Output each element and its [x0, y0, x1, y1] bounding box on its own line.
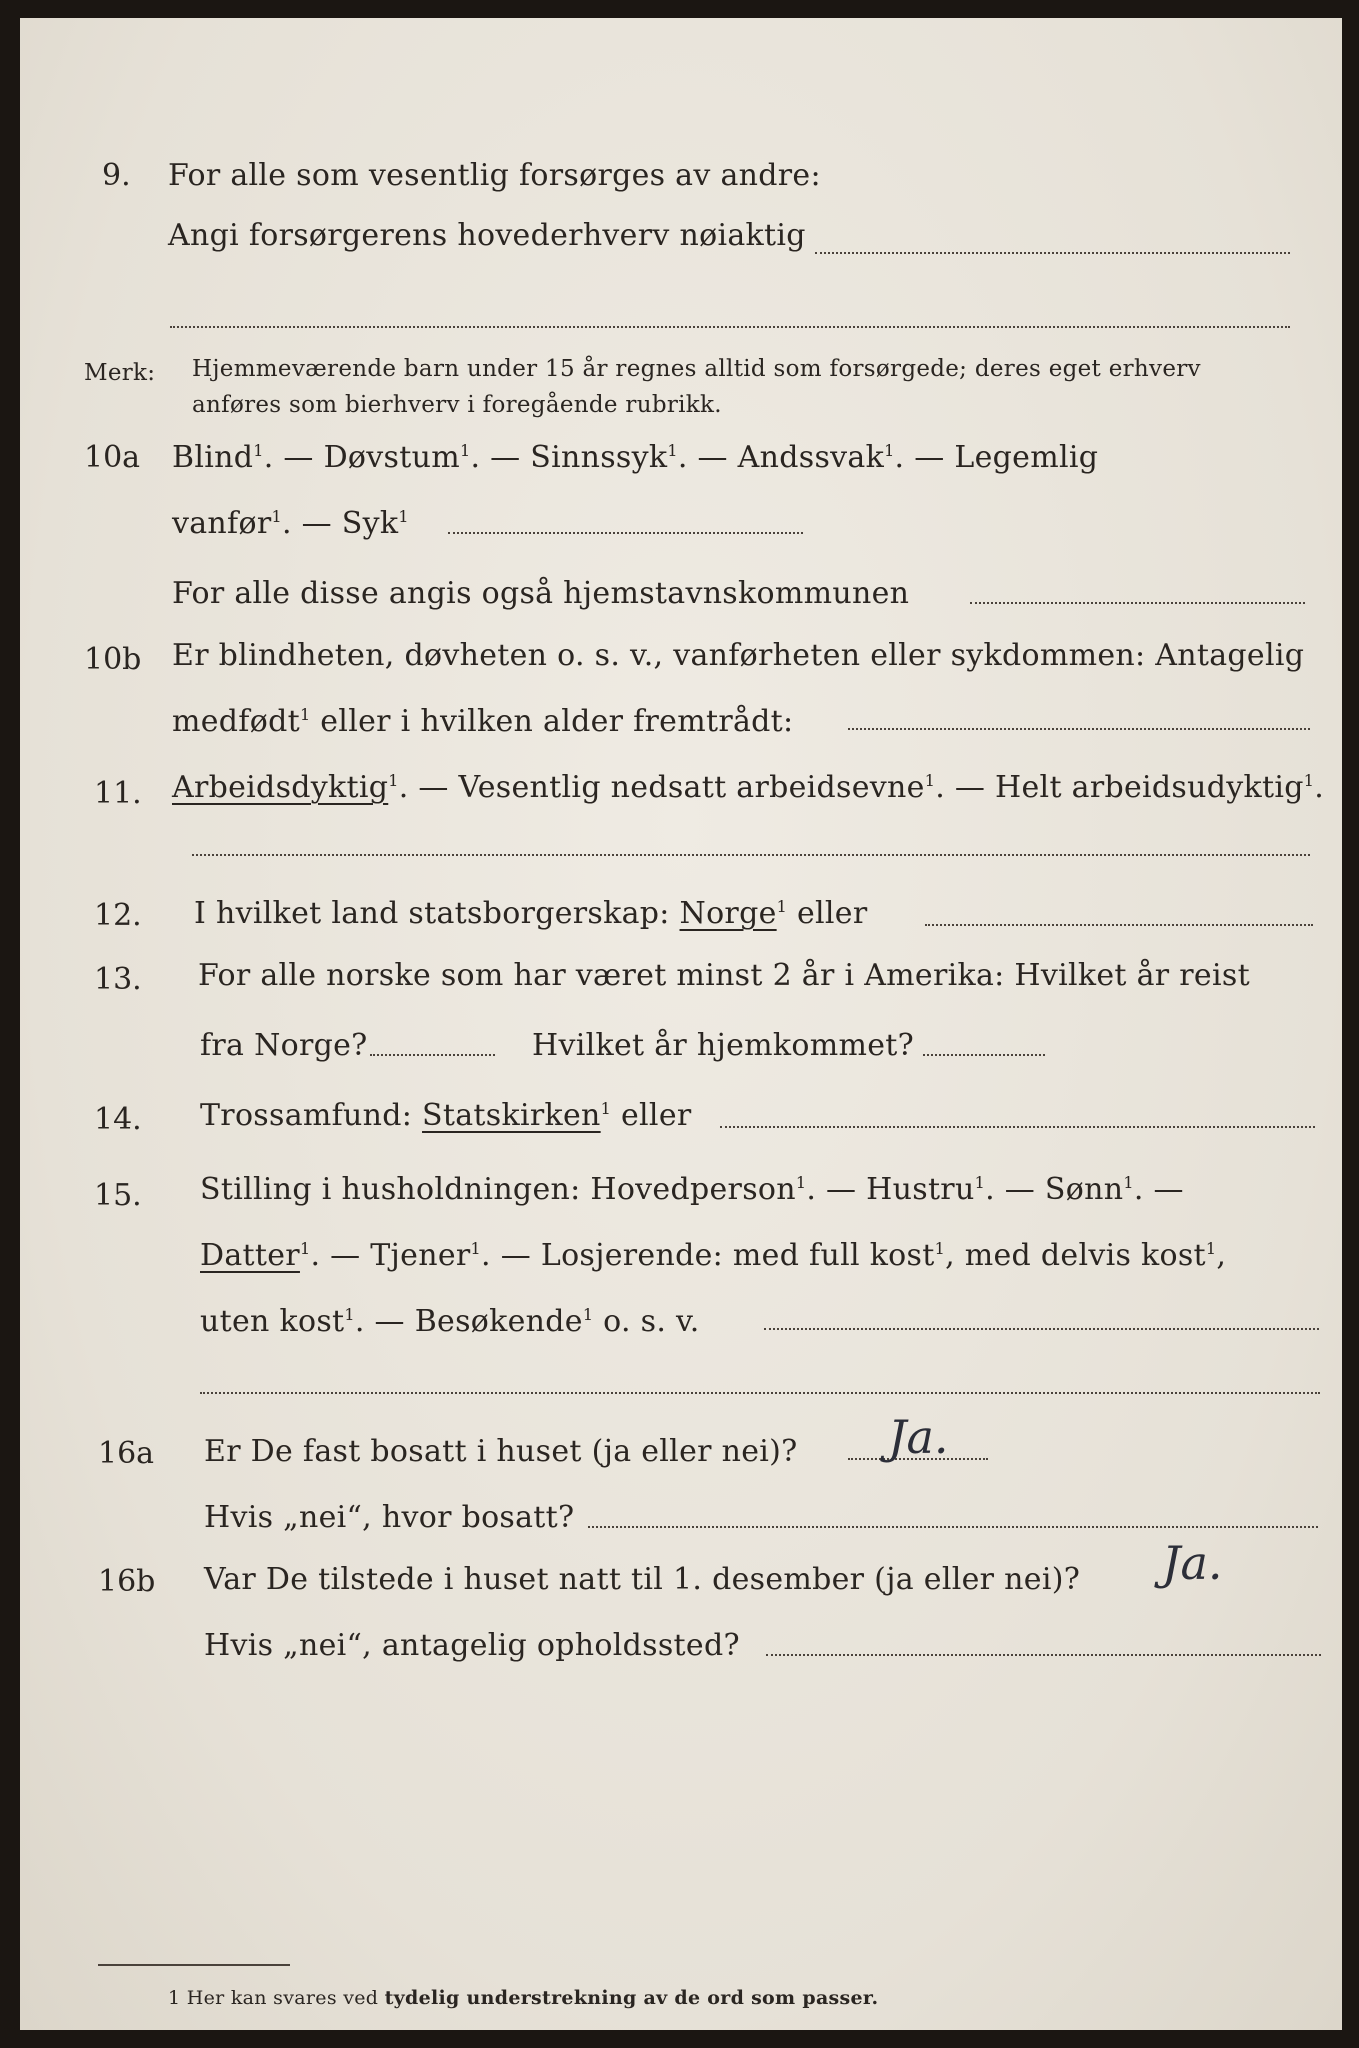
answer-line-10a-2	[970, 602, 1305, 604]
footnote-bold-text: tydelig understrekning av de ord som passer.	[384, 1987, 879, 2009]
separator: . —	[894, 440, 955, 475]
option-sonn: Sønn	[1044, 1172, 1124, 1207]
separator: . —	[985, 1172, 1045, 1207]
footnote-mark: 1	[299, 705, 311, 724]
answer-line-10b	[848, 728, 1310, 730]
question-9-text: For alle som vesentlig forsørges av andre:	[168, 158, 821, 193]
question-12-text: I hvilket land statsborgerskap:	[194, 896, 680, 931]
question-15-text: Stilling i husholdningen:	[200, 1172, 591, 1207]
footnote-text: Her kan svares ved	[186, 1987, 385, 2009]
question-12-number: 12.	[94, 898, 142, 933]
answer-line-15a	[764, 1328, 1319, 1330]
question-16a-line2: Hvis „nei“, hvor bosatt?	[204, 1500, 575, 1535]
option-hustru: Hustru	[866, 1172, 975, 1207]
option-uten-kost: uten kost	[200, 1304, 345, 1339]
question-9-line2: Angi forsørgerens hovederhverv nøiaktig	[168, 218, 806, 253]
question-13-line1: For alle norske som har været minst 2 år i Amerika: Hvilket år reist	[198, 958, 1250, 993]
question-15-line3	[200, 1304, 700, 1340]
footnote-mark: 1	[600, 1099, 612, 1118]
option-syk: Syk	[341, 506, 399, 541]
answer-line-16b	[766, 1654, 1321, 1656]
question-16b-line2: Hvis „nei“, antagelig opholdssted?	[204, 1628, 740, 1663]
footnote-mark: 1	[344, 1305, 355, 1324]
option-norge-underlined: Norge	[679, 896, 777, 931]
question-12-line1	[194, 896, 868, 932]
separator: . —	[470, 440, 531, 475]
option-legemlig: Legemlig	[954, 440, 1099, 475]
separator: . —	[481, 1238, 541, 1273]
question-14-eller: eller	[611, 1098, 692, 1133]
option-full-kost: med full kost	[732, 1238, 935, 1273]
option-hovedperson: Hovedperson	[590, 1172, 796, 1207]
question-12-eller: eller	[787, 896, 868, 931]
option-datter-underlined: Datter	[200, 1238, 300, 1273]
question-10b-number: 10b	[84, 642, 142, 677]
handwritten-answer-16a: Ja.	[888, 1410, 949, 1464]
footnote-mark: 1	[253, 441, 264, 460]
answer-line-14	[720, 1126, 1315, 1128]
handwritten-answer-16b: Ja.	[1162, 1536, 1223, 1590]
answer-line-9a	[815, 252, 1290, 254]
option-arbeidsudyktig: Helt arbeidsudyktig	[995, 770, 1304, 805]
merk-text-line1: Hjemmeværende barn under 15 år regnes alltid som forsørgede; deres eget erhverv	[192, 356, 1201, 382]
separator: . —	[263, 440, 324, 475]
answer-line-9b	[170, 326, 1290, 328]
question-11-line1	[172, 770, 1324, 806]
question-16b-line1: Var De tilstede i huset natt til 1. desember (ja eller nei)?	[204, 1562, 1081, 1597]
option-arbeidsdyktig-underlined: Arbeidsdyktig	[172, 770, 389, 805]
separator: . —	[310, 1238, 371, 1273]
question-14-text: Trossamfund:	[200, 1098, 423, 1133]
answer-line-11	[192, 854, 1310, 856]
answer-line-10a	[448, 532, 803, 534]
footnote	[168, 1980, 878, 2016]
question-10b-line1: Er blindheten, døvheten o. s. v., vanførheten eller sykdommen: Antagelig	[172, 638, 1305, 673]
question-15-line1	[200, 1172, 1184, 1208]
footnote-rule	[98, 1964, 290, 1966]
separator: . —	[1133, 1172, 1184, 1207]
answer-line-15b	[200, 1392, 1320, 1394]
option-vanfor: vanfør	[172, 506, 272, 541]
footnote-number: 1	[168, 1987, 187, 2009]
footnote-mark: 1	[470, 1239, 482, 1258]
question-15-osv: o. s. v.	[593, 1304, 700, 1339]
question-15-number: 15.	[94, 1178, 142, 1213]
footnote-mark: 1	[974, 1173, 986, 1192]
footnote-mark: 1	[299, 1239, 311, 1258]
separator: . —	[398, 770, 459, 805]
question-15-line2	[200, 1238, 1226, 1274]
footnote-mark: 1	[776, 897, 788, 916]
footnote-mark: 1	[1123, 1173, 1134, 1192]
question-10a-line1	[172, 440, 1098, 476]
option-nedsatt: Vesentlig nedsatt arbeidsevne	[458, 770, 925, 805]
comma: ,	[1216, 1238, 1227, 1273]
question-16b-number: 16b	[98, 1564, 156, 1599]
question-14-line1	[200, 1098, 692, 1134]
footnote-mark: 1	[398, 507, 409, 526]
question-11-number: 11.	[94, 776, 142, 811]
option-dovstum: Døvstum	[323, 440, 460, 475]
separator: . —	[806, 1172, 867, 1207]
answer-line-13b	[923, 1054, 1045, 1056]
answer-line-13a	[370, 1054, 495, 1056]
option-andssvak: Andssvak	[737, 440, 885, 475]
question-10b-rest: eller i hvilken alder fremtrådt:	[310, 704, 794, 739]
question-9-number: 9.	[102, 158, 131, 193]
option-besokende: Besøkende	[414, 1304, 583, 1339]
separator: . —	[935, 770, 996, 805]
question-16a-number: 16a	[98, 1436, 155, 1471]
separator: . —	[677, 440, 738, 475]
footnote-mark: 1	[271, 507, 282, 526]
option-statskirken-underlined: Statskirken	[422, 1098, 601, 1133]
footnote-mark: 1	[1205, 1239, 1217, 1258]
footnote-mark: 1	[1303, 771, 1315, 790]
option-blind: Blind	[172, 440, 254, 475]
footnote-mark: 1	[582, 1305, 594, 1324]
footnote-mark: 1	[795, 1173, 807, 1192]
answer-line-16a-2	[588, 1526, 1318, 1528]
option-delvis-kost: , med delvis kost	[945, 1238, 1206, 1273]
question-13-line2b: Hvilket år hjemkommet?	[532, 1028, 915, 1063]
footnote-mark: 1	[388, 771, 399, 790]
answer-line-12	[925, 924, 1313, 926]
separator: . —	[281, 506, 342, 541]
footnote-mark: 1	[924, 771, 936, 790]
question-16a-line1: Er De fast bosatt i huset (ja eller nei)?	[204, 1434, 798, 1469]
option-sinnssyk: Sinnssyk	[530, 440, 668, 475]
merk-label: Merk:	[84, 360, 156, 386]
merk-text-line2: anføres som bierhverv i foregående rubrikk.	[192, 392, 722, 418]
question-13-line2a: fra Norge?	[200, 1028, 368, 1063]
question-10a-number: 10a	[84, 440, 141, 475]
period: .	[1314, 770, 1325, 805]
option-losjerende: Losjerende:	[540, 1238, 733, 1273]
question-10a-line3: For alle disse angis også hjemstavnskommunen	[172, 576, 910, 611]
separator: . —	[354, 1304, 415, 1339]
question-10a-line2	[172, 506, 409, 542]
option-tjener: Tjener	[370, 1238, 471, 1273]
footnote-mark: 1	[934, 1239, 946, 1258]
question-13-number: 13.	[94, 962, 142, 997]
footnote-mark: 1	[884, 441, 895, 460]
question-14-number: 14.	[94, 1102, 142, 1137]
census-form-page	[20, 18, 1342, 2030]
question-10b-line2	[172, 704, 793, 740]
footnote-mark: 1	[459, 441, 471, 460]
footnote-mark: 1	[667, 441, 678, 460]
option-medfodt: medfødt	[172, 704, 300, 739]
